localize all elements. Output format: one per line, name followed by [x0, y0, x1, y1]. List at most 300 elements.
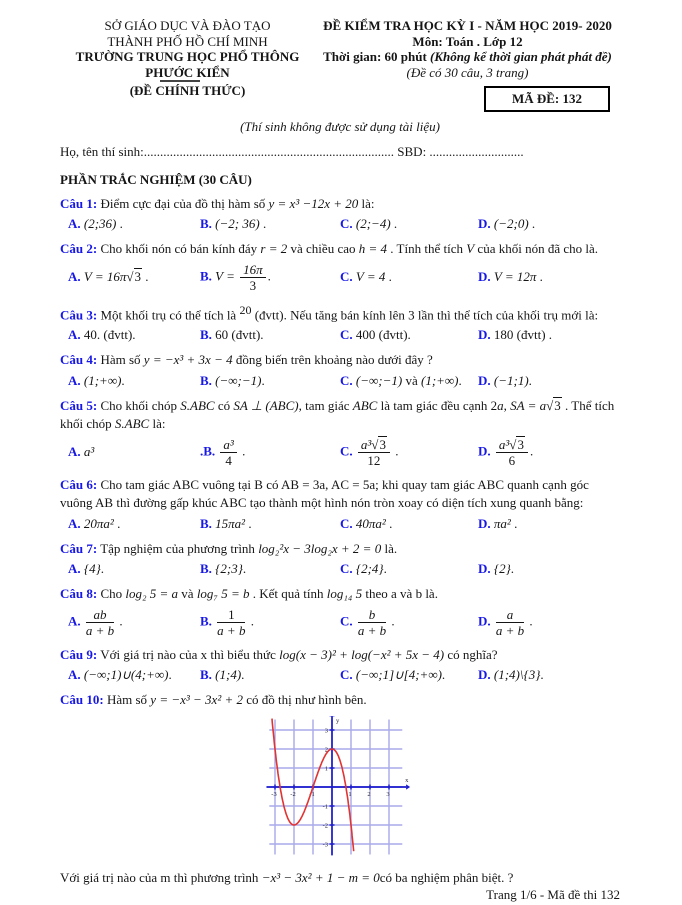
- math-expression: (−1;1): [494, 373, 529, 388]
- answer-options: [60, 372, 620, 390]
- question-stem: [60, 646, 620, 665]
- issuing-authority-block: [60, 18, 315, 112]
- math-expression: (−2; 36): [215, 216, 260, 231]
- math-expression: log₇ 5 = b: [197, 586, 250, 601]
- question-stem: [60, 195, 620, 214]
- answer-option: [68, 326, 200, 344]
- option-label: B.: [200, 268, 212, 283]
- option-label: A.: [68, 216, 81, 231]
- option-label: A.: [68, 327, 81, 342]
- text: Với giá trị nào của x thì biểu thức: [100, 647, 279, 662]
- option-label: C.: [340, 327, 353, 342]
- text: 3: [250, 278, 257, 293]
- option-label: C.: [340, 269, 353, 284]
- math-expression: a: [497, 398, 504, 413]
- text: 180 (đvtt) .: [494, 327, 552, 342]
- text: 60 (đvtt).: [215, 327, 263, 342]
- svg-text:1: 1: [325, 765, 328, 772]
- text: .: [101, 561, 104, 576]
- option-label: B.: [200, 373, 212, 388]
- question-stem: [60, 301, 620, 325]
- official-exam-note: (ĐỀ CHÍNH THỨC): [60, 83, 315, 99]
- math-expression: (1;4): [215, 667, 241, 682]
- math-expression: S.ABC: [180, 398, 214, 413]
- option-label: C.: [340, 561, 353, 576]
- text: Tập nghiệm của phương trình: [100, 541, 258, 556]
- answer-option: [68, 372, 200, 390]
- answer-option: [340, 326, 478, 344]
- question-8: [60, 585, 620, 639]
- text: có: [215, 398, 234, 413]
- text: .: [268, 268, 271, 283]
- math-expression: (2;−4): [356, 216, 391, 231]
- question-4: [60, 351, 620, 390]
- option-label: D.: [478, 613, 491, 628]
- svg-text:-1: -1: [309, 791, 314, 798]
- answer-option: [68, 515, 200, 533]
- math-expression: S.ABC: [115, 416, 149, 431]
- math-expression: a + b: [86, 623, 114, 638]
- text: .: [116, 613, 123, 628]
- math-expression: 16π: [243, 262, 263, 277]
- exam-subject: Môn: Toán . Lớp 12: [315, 34, 620, 50]
- answer-option: [478, 372, 620, 390]
- math-expression: 40πa²: [356, 516, 386, 531]
- math-expression: {2;3}: [215, 561, 243, 576]
- option-label: A.: [68, 516, 81, 531]
- text: .: [243, 561, 246, 576]
- text: Với giá trị nào của m thì phương trình: [60, 870, 262, 885]
- option-label: A.: [68, 667, 81, 682]
- graph-svg: [263, 716, 417, 859]
- answer-options: [60, 560, 620, 578]
- math-expression: y = −x³ + 3x − 4: [144, 352, 233, 367]
- text: .: [168, 667, 171, 682]
- option-label: D.: [478, 269, 491, 284]
- math-expression: log(x − 3)² + log(−x² + 5x − 4): [279, 647, 444, 662]
- question-number: Câu 5:: [60, 398, 97, 413]
- text: của khối nón đã cho là.: [474, 241, 598, 256]
- text: là:: [149, 416, 165, 431]
- text: 1: [228, 607, 235, 622]
- text: Cho khối nón có bán kính đáy: [100, 241, 260, 256]
- answer-options: [60, 215, 620, 233]
- text: Một khối trụ có thể tích là: [100, 307, 239, 322]
- option-label: B.: [200, 561, 212, 576]
- square-root: √3: [509, 436, 525, 452]
- text: Cho tam giác ABC vuông tại B có AB = 3a, AC = 5a; khi quay tam giác ABC quanh cạnh góc vuông AB thì đường gấp khúc ABC tạo thành một hình nón tròn xoay có diện tích xung quanh bằng:: [60, 477, 589, 511]
- text: 12: [367, 453, 380, 468]
- question-3: [60, 301, 620, 345]
- text: .: [261, 373, 264, 388]
- radicand: 3: [378, 436, 387, 452]
- text: .: [245, 516, 252, 531]
- text: .: [239, 443, 246, 458]
- exam-time-note: (Không kể thời gian phát phát đề): [430, 49, 612, 64]
- math-expression: log₁₄ 5: [327, 586, 362, 601]
- text: .: [247, 613, 254, 628]
- answer-options: [60, 326, 620, 344]
- text: . Tính thể tích: [387, 241, 466, 256]
- exam-code-box-wrap: [315, 86, 610, 112]
- option-label: C.: [340, 373, 353, 388]
- math-expression: {2}: [494, 561, 511, 576]
- answer-option: [478, 560, 620, 578]
- text: , tam giác: [299, 398, 353, 413]
- answer-options: [60, 515, 620, 533]
- option-label: C.: [340, 216, 353, 231]
- option-label: C.: [340, 613, 353, 628]
- svg-text:y: y: [336, 717, 340, 724]
- option-label: A.: [68, 373, 81, 388]
- question-number: Câu 9:: [60, 647, 97, 662]
- denominator: [358, 453, 390, 468]
- option-label: B.: [200, 613, 212, 628]
- text: . Thể tích khối chóp: [60, 398, 614, 432]
- answer-option: [200, 515, 340, 533]
- option-label: B.: [200, 216, 212, 231]
- text: 6: [509, 453, 516, 468]
- question-7: [60, 540, 620, 579]
- text: là:: [358, 196, 374, 211]
- page-footer: Trang 1/6 - Mã đề thi 132: [60, 887, 620, 905]
- svg-text:-2: -2: [323, 822, 328, 829]
- school-name-line-1: TRƯỜNG TRUNG HỌC PHỔ THÔNG: [60, 49, 315, 65]
- answer-option: [478, 326, 620, 344]
- text: 4: [225, 453, 232, 468]
- superscript: 20: [239, 303, 251, 317]
- answer-option: [200, 372, 340, 390]
- question-number: Câu 6:: [60, 477, 97, 492]
- math-expression: 20πa²: [84, 516, 114, 531]
- math-expression: a + b: [496, 623, 524, 638]
- numerator: [358, 607, 386, 623]
- answer-option: [68, 443, 200, 461]
- answer-option: [478, 268, 620, 286]
- answer-options: [60, 436, 620, 469]
- denominator: [217, 623, 245, 638]
- text: có ba nghiệm phân biệt. ?: [380, 870, 514, 885]
- fraction: [496, 437, 528, 468]
- exam-info-block: [315, 18, 620, 112]
- answer-option: [68, 606, 200, 639]
- answer-option: [340, 560, 478, 578]
- text: .: [121, 373, 124, 388]
- math-expression: (1;4)\{3}: [494, 667, 541, 682]
- option-label: D.: [478, 216, 491, 231]
- text: Hàm số: [107, 692, 150, 707]
- option-label: B.: [200, 327, 212, 342]
- numerator: [220, 437, 236, 453]
- numerator: [496, 607, 524, 623]
- answer-option: [68, 268, 200, 286]
- text: .: [536, 269, 543, 284]
- math-expression: a: [507, 607, 514, 622]
- authority-line-1: SỞ GIÁO DỤC VÀ ĐÀO TẠO: [60, 18, 315, 34]
- radicand: 3: [134, 268, 143, 284]
- text: .: [526, 613, 533, 628]
- svg-text:2: 2: [325, 746, 328, 753]
- exam-time: [315, 49, 620, 65]
- answer-option: [200, 326, 340, 344]
- option-label: C.: [340, 516, 353, 531]
- math-expression: h = 4: [359, 241, 387, 256]
- svg-text:-3: -3: [271, 791, 276, 798]
- math-expression: (−∞;−1): [215, 373, 261, 388]
- math-expression: a³: [223, 437, 233, 452]
- fraction: [217, 607, 245, 638]
- answer-option: [200, 261, 340, 294]
- text: 40. (đvtt).: [84, 327, 136, 342]
- text: Cho khối chóp: [100, 398, 180, 413]
- math-expression: log₂²x − 3log₂x + 2 = 0: [258, 541, 381, 556]
- math-expression: (−∞;−1): [356, 373, 402, 388]
- math-expression: a³: [499, 437, 509, 452]
- option-label: .B.: [200, 443, 215, 458]
- answer-options: [60, 666, 620, 684]
- question-number: Câu 3:: [60, 307, 97, 322]
- math-expression: (1;+∞): [421, 373, 459, 388]
- text: . Kết quả tính: [249, 586, 326, 601]
- math-expression: (−∞;1]∪[4;+∞): [356, 667, 442, 682]
- answer-option: [478, 436, 620, 469]
- answer-option: [200, 436, 340, 469]
- text: .: [388, 613, 395, 628]
- answer-option: [200, 666, 340, 684]
- option-label: D.: [478, 443, 491, 458]
- text: .: [391, 216, 398, 231]
- math-expression: y = −x³ − 3x² + 2: [150, 692, 243, 707]
- math-expression: V = 16π: [84, 269, 127, 284]
- answer-option: [340, 268, 478, 286]
- denominator: [496, 623, 524, 638]
- denominator: [358, 623, 386, 638]
- fraction: [220, 437, 236, 468]
- answer-option: [340, 436, 478, 469]
- numerator: [358, 437, 390, 453]
- math-expression: 15πa²: [215, 516, 245, 531]
- question-9: [60, 646, 620, 685]
- math-expression: y = x³ −12x + 20: [269, 196, 359, 211]
- option-label: A.: [68, 444, 81, 459]
- text: .: [540, 667, 543, 682]
- radicand: 3: [553, 397, 562, 413]
- svg-text:-2: -2: [290, 791, 295, 798]
- text: .: [142, 269, 149, 284]
- numerator: [86, 607, 114, 623]
- text: có nghĩa?: [444, 647, 497, 662]
- math-expression: {2;4}: [356, 561, 384, 576]
- answer-option: [68, 215, 200, 233]
- square-root: √3: [546, 397, 562, 413]
- math-expression: V: [466, 241, 474, 256]
- math-expression: SA ⊥ (ABC): [233, 398, 298, 413]
- text: .: [392, 443, 399, 458]
- cubic-function-graph: [60, 716, 620, 863]
- denominator: [240, 278, 266, 293]
- answer-options: [60, 606, 620, 639]
- text: Cho: [100, 586, 125, 601]
- answer-option: [340, 515, 478, 533]
- fraction: [358, 437, 390, 468]
- text: .: [260, 216, 267, 231]
- question-stem: [60, 585, 620, 604]
- fraction: [358, 607, 386, 638]
- math-expression: V = 12π: [494, 269, 537, 284]
- numerator: [496, 437, 528, 453]
- option-label: D.: [478, 667, 491, 682]
- text: Hàm số: [100, 352, 143, 367]
- answer-option: [340, 666, 478, 684]
- numerator: [240, 262, 266, 278]
- question-stem: [60, 476, 620, 513]
- answer-option: [340, 372, 478, 390]
- text: .: [529, 373, 532, 388]
- question-stem: [60, 351, 620, 370]
- option-label: D.: [478, 327, 491, 342]
- question-number: Câu 8:: [60, 586, 97, 601]
- option-label: A.: [68, 613, 81, 628]
- question-stem: [60, 397, 620, 434]
- svg-text:2: 2: [367, 791, 370, 798]
- option-label: D.: [478, 516, 491, 531]
- math-expression: (2;36): [84, 216, 117, 231]
- math-expression: a + b: [217, 623, 245, 638]
- text: .: [384, 561, 387, 576]
- text: .: [459, 373, 462, 388]
- answer-option: [478, 515, 620, 533]
- answer-option: [200, 215, 340, 233]
- svg-text:x: x: [405, 777, 409, 784]
- option-label: B.: [200, 516, 212, 531]
- denominator: [220, 453, 236, 468]
- math-expression: log₂ 5 = a: [125, 586, 178, 601]
- svg-text:-3: -3: [323, 841, 328, 848]
- exam-code-box: MÃ ĐỀ: 132: [484, 86, 610, 112]
- square-root: √3: [371, 436, 387, 452]
- question-10: [60, 691, 620, 710]
- fraction: [86, 607, 114, 638]
- text: .: [442, 667, 445, 682]
- math-expression: V = 4: [356, 269, 385, 284]
- answer-option: [478, 606, 620, 639]
- math-expression: a³: [361, 437, 371, 452]
- option-label: B.: [200, 667, 212, 682]
- fraction: [496, 607, 524, 638]
- section-title: PHẦN TRẮC NGHIỆM (30 CÂU): [60, 172, 620, 188]
- school-name-line-2: PHƯỚC KIỂN: [60, 65, 315, 81]
- math-expression: (1;+∞): [84, 373, 122, 388]
- question-number: Câu 4:: [60, 352, 97, 367]
- exam-pages-note: (Đề có 30 câu, 3 trang): [315, 65, 620, 81]
- math-expression: b: [369, 607, 376, 622]
- student-name-line: Họ, tên thí sinh:............................................................................. SBD: .............................: [60, 144, 620, 160]
- text: 400 (đvtt).: [356, 327, 411, 342]
- answer-options: [60, 261, 620, 294]
- fraction: [240, 262, 266, 293]
- option-label: A.: [68, 561, 81, 576]
- text: .: [114, 516, 121, 531]
- answer-option: [200, 560, 340, 578]
- text: .: [116, 216, 123, 231]
- math-expression: a³: [84, 444, 94, 459]
- question-stem: [60, 540, 620, 559]
- school-underline: [160, 80, 200, 82]
- question-1: [60, 195, 620, 234]
- option-label: C.: [340, 667, 353, 682]
- answer-option: [68, 666, 200, 684]
- text: là tam giác đều cạnh 2: [377, 398, 497, 413]
- svg-text:1: 1: [348, 791, 351, 798]
- answer-option: [68, 560, 200, 578]
- question-stem: [60, 240, 620, 259]
- text: ,: [504, 398, 511, 413]
- option-label: A.: [68, 269, 81, 284]
- no-materials-notice: (Thí sinh không được sử dụng tài liệu): [60, 119, 620, 135]
- authority-line-2: THÀNH PHỐ HỒ CHÍ MINH: [60, 34, 315, 50]
- math-expression: SA = a: [510, 398, 546, 413]
- svg-text:3: 3: [325, 727, 328, 734]
- answer-option: [478, 215, 620, 233]
- answer-option: [200, 606, 340, 639]
- math-expression: πa²: [494, 516, 511, 531]
- text: đồng biến trên khoảng nào dưới đây ?: [233, 352, 433, 367]
- text: theo a và b là.: [362, 586, 438, 601]
- text: .: [385, 269, 392, 284]
- math-expression: V =: [215, 268, 238, 283]
- svg-text:-1: -1: [323, 803, 328, 810]
- radicand: 3: [516, 436, 525, 452]
- text: và: [402, 373, 421, 388]
- text: (đvtt). Nếu tăng bán kính lên 3 lần thì thể tích của khối trụ mới là:: [251, 307, 598, 322]
- text: .: [511, 561, 514, 576]
- text: có đồ thị như hình bên.: [243, 692, 367, 707]
- question-number: Câu 1:: [60, 196, 97, 211]
- math-expression: (−∞;1)∪(4;+∞): [84, 667, 169, 682]
- svg-text:3: 3: [386, 791, 389, 798]
- question-number: Câu 10:: [60, 692, 104, 707]
- document-header: [60, 18, 620, 112]
- math-expression: r = 2: [260, 241, 287, 256]
- question-5: [60, 397, 620, 469]
- answer-option: [340, 215, 478, 233]
- text: Điểm cực đại của đồ thị hàm số: [100, 196, 268, 211]
- question-stem: [60, 691, 620, 710]
- math-expression: {4}: [84, 561, 101, 576]
- denominator: [86, 623, 114, 638]
- answer-option: [478, 666, 620, 684]
- math-expression: ab: [94, 607, 107, 622]
- exam-title: ĐỀ KIỂM TRA HỌC KỲ I - NĂM HỌC 2019- 2020: [315, 18, 620, 34]
- denominator: [496, 453, 528, 468]
- text: và: [178, 586, 197, 601]
- math-expression: (−2;0): [494, 216, 529, 231]
- math-expression: a + b: [358, 623, 386, 638]
- math-expression: −x³ − 3x² + 1 − m = 0: [262, 870, 380, 885]
- text: .: [386, 516, 393, 531]
- math-expression: ABC: [353, 398, 378, 413]
- answer-option: [340, 606, 478, 639]
- square-root: √3: [126, 268, 142, 284]
- question-number: Câu 7:: [60, 541, 97, 556]
- exam-time-duration: Thời gian: 60 phút: [323, 49, 430, 64]
- numerator: [217, 607, 245, 623]
- question-number: Câu 2:: [60, 241, 97, 256]
- text: là.: [381, 541, 397, 556]
- question-2: [60, 240, 620, 294]
- question-10-followup: [60, 869, 620, 888]
- text: và chiều cao: [287, 241, 358, 256]
